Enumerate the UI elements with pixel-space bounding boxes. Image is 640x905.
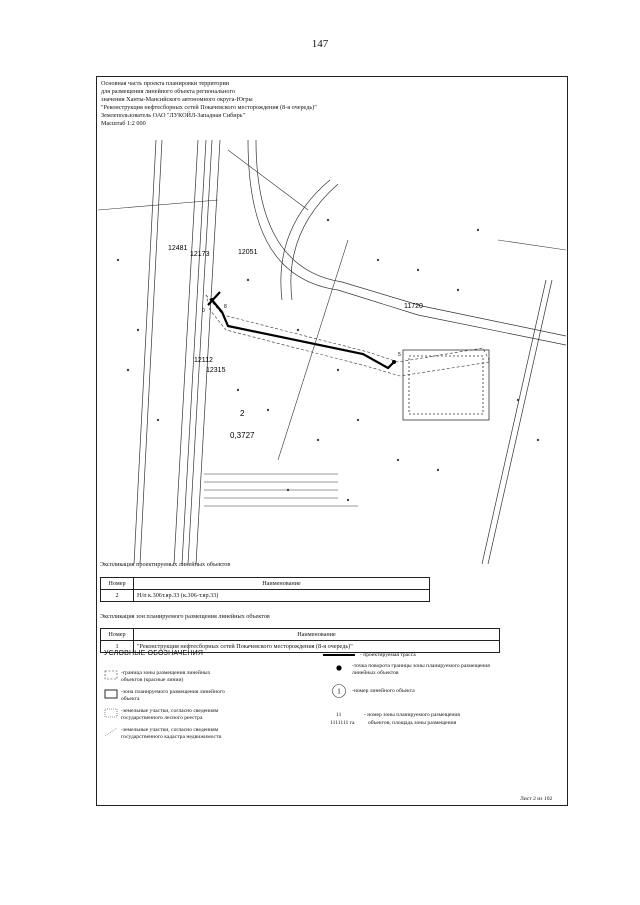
legend-cadastre-symbol (104, 727, 118, 737)
legend-route-symbol (322, 651, 356, 659)
label-12481: 12481 (168, 245, 188, 252)
map-inset-notes (204, 474, 358, 506)
label-zone-area: 0,3727 (230, 431, 255, 440)
explication1-row1-number: 2 (101, 590, 134, 602)
projected-route (208, 292, 394, 368)
header-line-4: "Реконструкция нефтесборных сетей Покачевского месторождения (8-я очередь)" (101, 103, 317, 111)
label-12112: 12112 (194, 357, 213, 364)
legend-turn-point-text: -точка поворота границы зоны планируемого размещения линейных объектов (352, 663, 490, 676)
legend-cadastre-text: -земельные участки, согласно сведениям государственного кадастра недвижимости (121, 727, 222, 740)
explication1-table (100, 577, 430, 602)
label-12315: 12315 (206, 367, 226, 374)
legend-zone-number-text: - номер зоны планируемого размещения (364, 712, 460, 718)
planning-map (98, 140, 566, 564)
header-line-1: Основная часть проекта планировки территории (101, 80, 230, 87)
legend-title: УСЛОВНЫЕ ОБОЗНАЧЕНИЯ (104, 650, 204, 657)
header-line-3: значения Ханты-Мансийского автономного округа-Югры (101, 95, 253, 103)
turn-points (210, 298, 396, 364)
explication1-header-number: Номер (101, 578, 134, 590)
header-line-2: для размещения линейного объекта регионального (101, 87, 235, 95)
legend-object-number-symbol (330, 683, 348, 699)
sheet-header (101, 80, 521, 127)
legend-turn-point-symbol (334, 663, 344, 673)
label-12173: 12173 (190, 251, 210, 258)
header-line-6: Масштаб 1:2 000 (101, 119, 146, 127)
explication2-row1-name: "Реконструкция нефтесборных сетей Покачевского месторождения (8-я очередь)" (134, 641, 500, 653)
legend-object-number-text: -номер линейного объекта (352, 688, 415, 694)
sheet-number: Лист 2 из 102 (520, 796, 553, 802)
legend-zone-number-sample: 11 (336, 712, 342, 718)
explication1-header-name: Наименование (134, 578, 430, 590)
legend-zone-text: -зона планируемого размещения линейного объекта (121, 689, 225, 702)
label-11720: 11720 (404, 303, 423, 310)
legend-zone-area-text: объектов, площадь зоны размещения (368, 720, 457, 726)
legend-forest-text: -земельные участки, согласно сведениям государственного лесного реестра (121, 708, 219, 721)
label-point-5: 5 (398, 352, 401, 358)
survey-lines (98, 150, 566, 460)
explication2-header-number: Номер (101, 629, 134, 641)
label-zone-number: 2 (240, 409, 245, 418)
well-pad (403, 350, 489, 420)
legend-route-text: - проектируемая трасса (360, 652, 416, 658)
explication1-title: Экспликация проектируемых линейных объектов (100, 561, 231, 568)
legend-zone-symbol (104, 689, 118, 699)
zone-boundary (206, 295, 490, 376)
label-point-0: 0 (202, 308, 205, 314)
label-point-8: 8 (224, 304, 227, 310)
table-row (101, 590, 430, 602)
legend-object-number-value: 1 (337, 687, 341, 696)
curved-road (248, 140, 566, 345)
explication2-header-name: Наименование (134, 629, 500, 641)
explication2-title: Экспликация зон планируемого размещения линейных объектов (100, 613, 270, 620)
explication2-row1-number: 1 (101, 641, 134, 653)
page-number: 147 (311, 38, 329, 50)
label-12051: 12051 (238, 249, 258, 256)
map-canvas (98, 140, 566, 564)
header-line-5: Землепользователь ОАО "ЛУКОЙЛ-Западная Сибирь" (101, 111, 246, 119)
explication1-row1-name: Н/п к.306т.яр.33 (к.306-т.яр.33) (134, 590, 430, 602)
legend-boundary-text: -граница зоны размещения линейных объектов (красные линии) (121, 670, 211, 683)
legend-zone-area-sample: 1111111 га (330, 720, 355, 726)
legend-boundary-symbol (104, 670, 118, 680)
legend-forest-symbol (104, 708, 118, 718)
